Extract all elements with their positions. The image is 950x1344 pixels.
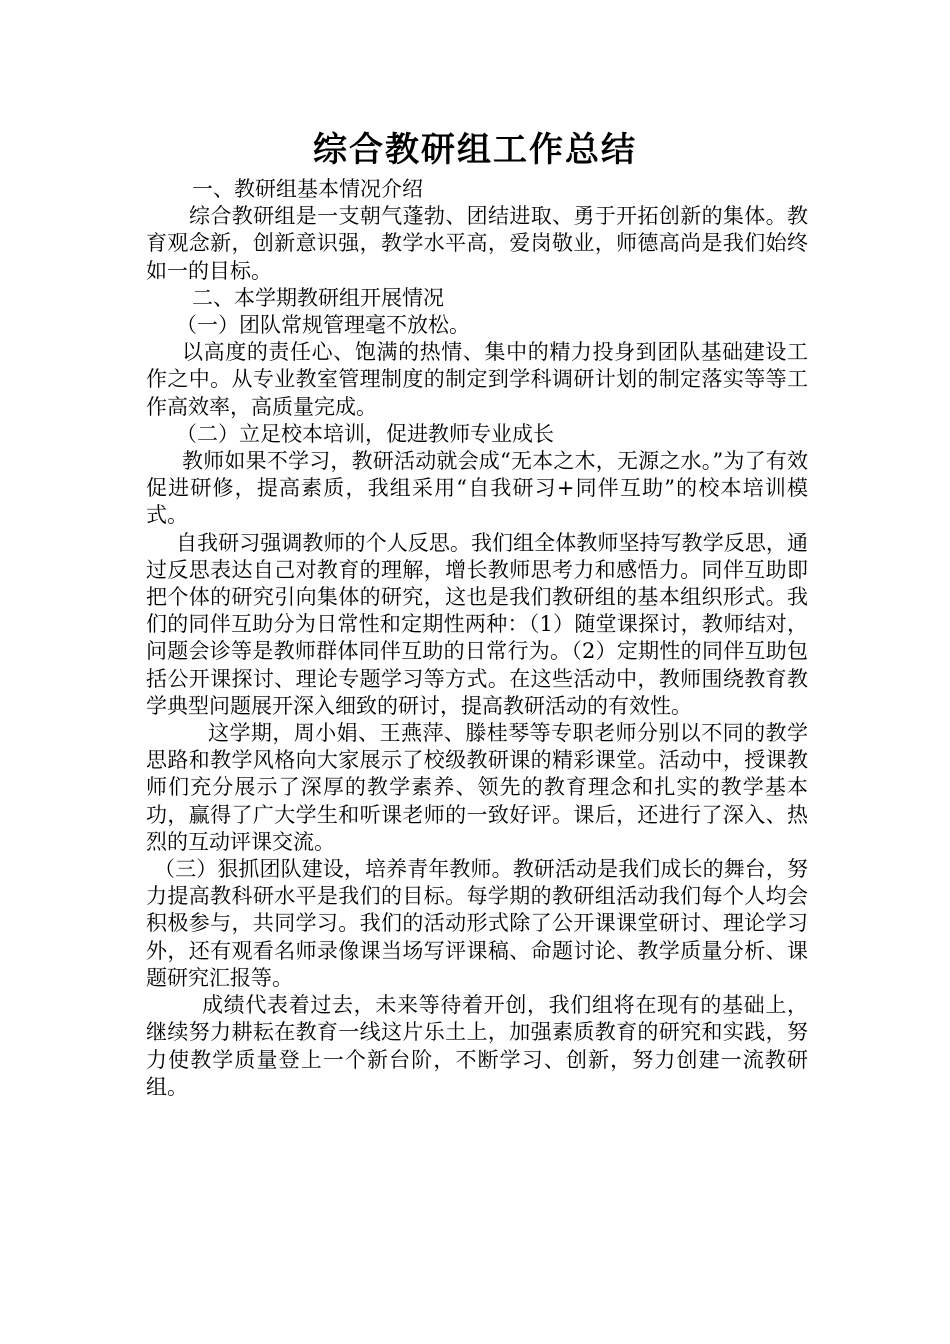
paragraph-self-study: 自我研习强调教师的个人反思。我们组全体教师坚持写教学反思，通过反思表达自己对教育的理解，增长教师思考力和感悟力。同伴互助即把个体的研究引向集体的研究，这也是我们教研组的基本组织形式。我们的同伴互助分为日常性和定期性两种：（1）随堂课探讨，教师结对，问题会诊等是教师群体同伴互助的日常行为。（2）定期性的同伴互助包括公开课探讨、理论专题学习等方式。在这些活动中，教师围绕教育教学典型问题展开深入细致的研讨，提高教研活动的有效性。 [146, 530, 808, 718]
subsection-heading-1: （一）团队常规管理毫不放松。 [176, 313, 470, 338]
section-heading-1: 一、教研组基本情况介绍 [192, 177, 423, 201]
paragraph-team-building: （三）狠抓团队建设，培养青年教师。教研活动是我们成长的舞台，努力提高教科研水平是我们的目标。每学期的教研组活动我们每个人均会积极参与，共同学习。我们的活动形式除了公开课课堂研讨、理论学习外，还有观看名师录像课当场写评课稿、命题讨论、教学质量分析、课题研究汇报等。 [146, 857, 808, 990]
subsection-heading-2: （二）立足校本培训，促进教师专业成长 [176, 421, 554, 446]
document-body [146, 176, 808, 1101]
paragraph-demo-lessons: 这学期，周小娟、王燕萍、滕桂琴等专职老师分别以不同的教学思路和教学风格向大家展示了校级教研课的精彩课堂。活动中，授课教师们充分展示了深厚的教学素养、领先的教育理念和扎实的教学基本功，赢得了广大学生和听课老师的一致好评。课后，还进行了深入、热烈的互动评课交流。 [146, 721, 808, 854]
section-heading-2: 二、本学期教研组开展情况 [192, 285, 444, 310]
paragraph-team-management: 以高度的责任心、饱满的热情、集中的精力投身到团队基础建设工作之中。从专业教室管理制度的制定到学科调研计划的制定落实等等工作高效率，高质量完成。 [146, 340, 808, 419]
paragraph-intro: 综合教研组是一支朝气蓬勃、团结进取、勇于开拓创新的集体。教育观念新，创新意识强，教学水平高，爱岗敬业，师德高尚是我们始终如一的目标。 [146, 204, 808, 283]
document-title: 综合教研组工作总结 [313, 130, 637, 170]
paragraph-conclusion: 成绩代表着过去，未来等待着开创，我们组将在现有的基础上，继续努力耕耘在教育一线这片乐土上，加强素质教育的研究和实践，努力使教学质量登上一个新台阶，不断学习、创新，努力创建一流教研组。 [146, 993, 808, 1099]
paragraph-training-model: 教师如果不学习，教研活动就会成“无本之木，无源之水。”为了有效促进研修，提高素质，我组采用“自我研习+同伴互助”的校本培训模式。 [146, 449, 808, 528]
